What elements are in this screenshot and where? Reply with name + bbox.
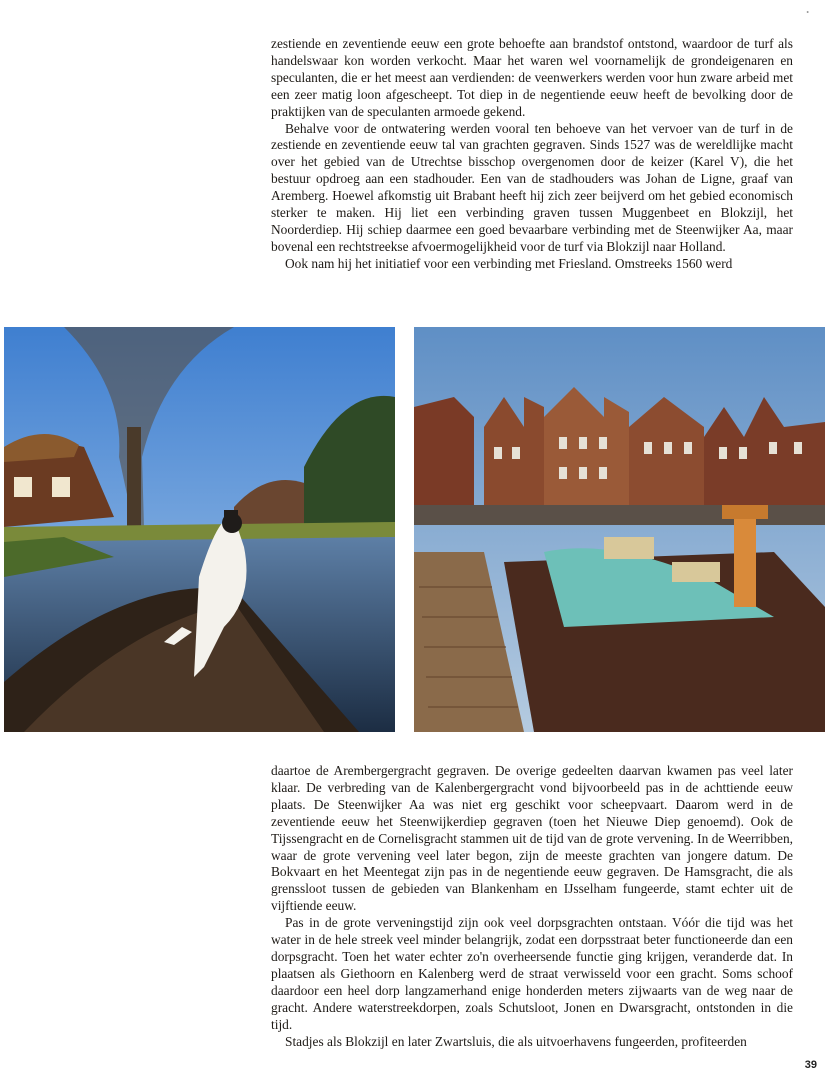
photo-boat-at-quay-gabled-houses	[414, 327, 825, 732]
paragraph: Pas in de grote verveningstijd zijn ook veel dorpsgrachten ontstaan. Vóór die tijd was het water in de hele streek veel minder belangrijk, zodat een dorpsstraat beter functioneerde dan een dorpsgracht. Toen het water echter zo'n overheersende functie ging krijgen, veranderde dat. In plaatsen als Giethoorn en Kalenberg werd de straat verwisseld voor een gracht. Soms schoof daardoor een heel dorp langzamerhand enige honderden meters zijwaarts van de weg naar de gracht. Andere waterstreekdorpen, zoals Schutsloot, Jonen en Dwarsgracht, ontstonden in die tijd.	[271, 915, 793, 1032]
bottom-text-block	[271, 763, 793, 1050]
paragraph: zestiende en zeventiende eeuw een grote behoefte aan brandstof ontstond, waardoor de turf als handelswaar kon worden verkocht. Maar het waren wel voornamelijk de grondeigenaren en speculanten, die er het meest aan verdienden: de veenwerkers werden voor hun zware arbeid met een zeer matig loon afgescheept. Tot diep in de negentiende eeuw heeft de bevolking door de praktijken van de speculanten armoede gekend.	[271, 36, 793, 119]
top-text-block	[271, 36, 793, 273]
photo-dog-on-boat-canal	[4, 327, 395, 732]
paragraph: Ook nam hij het initiatief voor een verbinding met Friesland. Omstreeks 1560 werd	[285, 255, 733, 271]
paragraph: daartoe de Arembergergracht gegraven. De overige gedeelten daarvan kwamen pas veel later klaar. De verbreding van de Kalenbergergracht vond bijvoorbeeld pas in de achttiende eeuw plaats. De Steenwijker Aa was niet erg geschikt voor scheepvaart. Daarom werd in de zeventiende eeuw het Steenwijkerdiep gegraven (toen het Nieuwe Diep genoemd). Ook de Tijssengracht en de Cornelisgracht stammen uit de tijd van de grote vervening. In de Weerribben, waar de grote vervening veel later begon, zijn de meeste grachten van jongere datum. De Bokvaart en het Meentegat zijn pas in de negentiende eeuw gegraven. De Hamsgracht, die als grenssloot tussen de gebieden van Blankenham en IJsselham fungeerde, stamt echter uit de vijftiende eeuw.	[271, 763, 793, 914]
page-number: 39	[804, 1059, 817, 1071]
corner-mark: •	[806, 8, 809, 17]
paragraph: Stadjes als Blokzijl en later Zwartsluis, die als uitvoerhavens fungeerden, profiteerden	[285, 1033, 747, 1049]
paragraph: Behalve voor de ontwatering werden vooral ten behoeve van het vervoer van de turf in de zestiende en zeventiende eeuw tal van grachten gegraven. Sinds 1527 was de wereldlijke macht over het gebied van de Utrechtse bisschop overgenomen door de keizer (Karel V), die het bestuur opdroeg aan een stadhouder. Een van de stadhouders was Johan de Ligne, graaf van Aremberg. Hoewel afkomstig uit Brabant heeft hij zich zeer beijverd om het gebied economisch sterker te maken. Hij liet een verbinding graven tussen Muggenbeet en Blokzijl, het Noorderdiep. Hij schiep daarmee een goed bevaarbare verbinding met de Steenwijker Aa, maar bovenal een rechtstreekse afvoermogelijkheid voor de turf via Blokzijl naar Holland.	[271, 120, 793, 254]
